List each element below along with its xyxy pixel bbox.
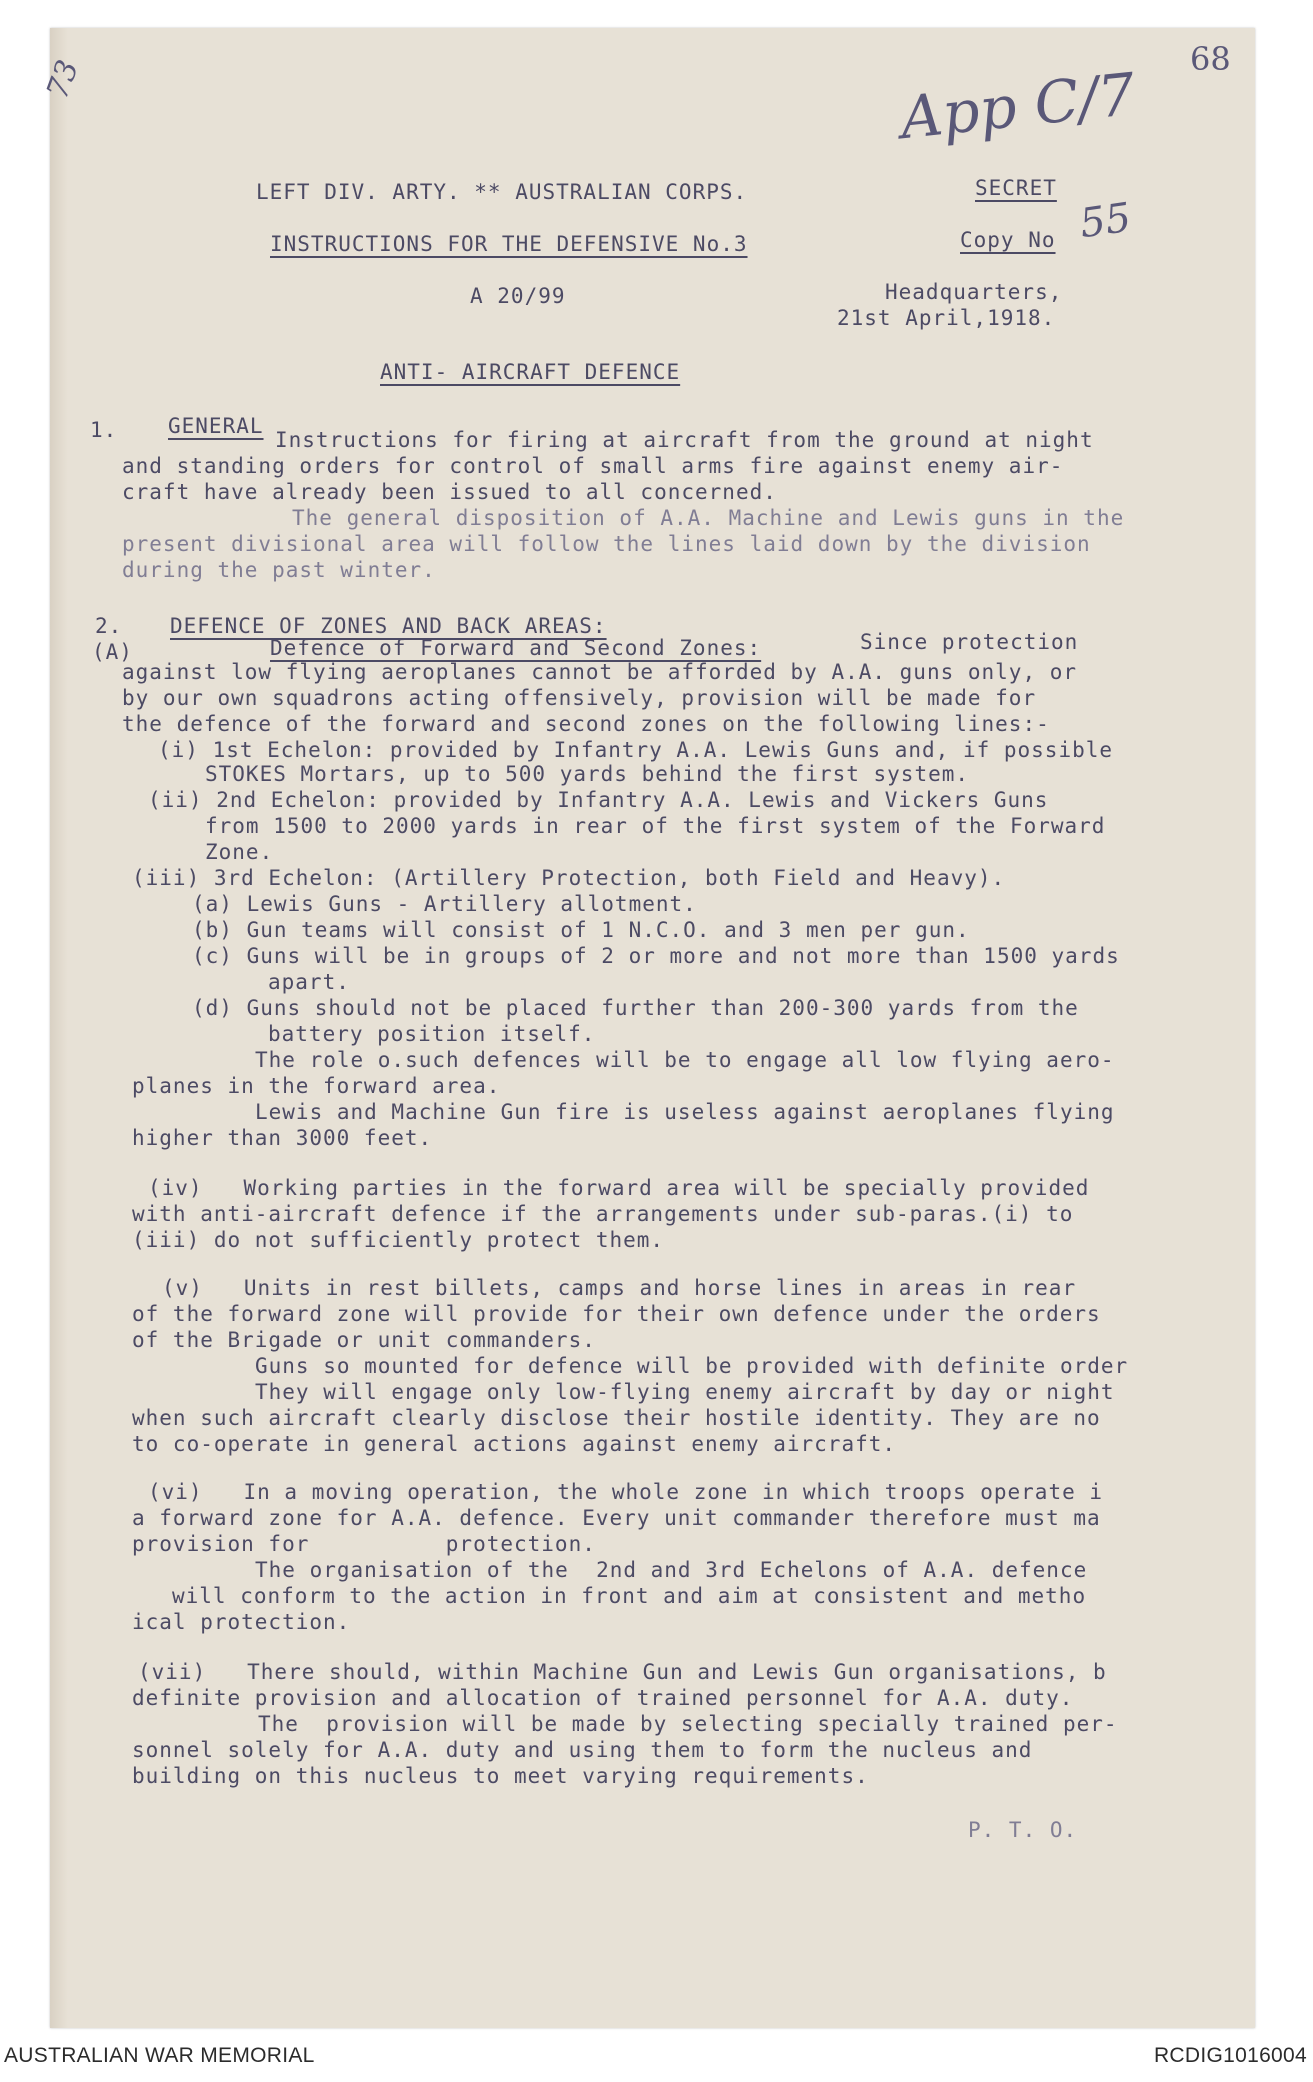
role-line: planes in the forward area. <box>132 1074 501 1098</box>
echelon-3-item: (c) Guns will be in groups of 2 or more and not more than 1500 yards <box>192 944 1120 968</box>
section-1-line: The general disposition of A.A. Machine and Lewis guns in the <box>292 506 1125 530</box>
role-line: The role o.such defences will be to engage all low flying aero- <box>255 1048 1115 1072</box>
para-vi-line: provision for protection. <box>132 1532 596 1556</box>
sub-a-heading: Defence of Forward and Second Zones: <box>270 636 762 660</box>
para-vii-line: sonnel solely for A.A. duty and using them to form the nucleus and <box>132 1738 1033 1762</box>
para-v-line: They will engage only low-flying enemy aircraft by day or night <box>255 1380 1115 1404</box>
para-v-line: Guns so mounted for defence will be provided with definite order <box>255 1354 1129 1378</box>
echelon-3-item: (a) Lewis Guns - Artillery allotment. <box>192 892 697 916</box>
para-v-line: to co-operate in general actions against enemy aircraft. <box>132 1432 897 1456</box>
role-line: Lewis and Machine Gun fire is useless against aeroplanes flying <box>255 1100 1115 1124</box>
hq-location: Headquarters, <box>885 280 1063 304</box>
classification: SECRET <box>975 176 1057 200</box>
unit-heading: LEFT DIV. ARTY. ** AUSTRALIAN CORPS. <box>256 180 748 204</box>
section-2-number: 2. <box>95 614 123 638</box>
echelon-3-item: (d) Guns should not be placed further than 200-300 yards from the <box>192 996 1079 1020</box>
echelon-2: Zone. <box>205 840 274 864</box>
echelon-1: (i) 1st Echelon: provided by Infantry A.A. Lewis Guns and, if possible <box>158 738 1114 762</box>
echelon-3: (iii) 3rd Echelon: (Artillery Protection, both Field and Heavy). <box>132 866 1006 890</box>
sub-a-line: the defence of the forward and second zones on the following lines:- <box>122 712 1050 736</box>
para-vi-line: a forward zone for A.A. defence. Every unit commander therefore must ma <box>132 1506 1101 1530</box>
sub-a-line: by our own squadrons acting offensively, provision will be made for <box>122 686 1037 710</box>
echelon-2: from 1500 to 2000 yards in rear of the first system of the Forward <box>205 814 1106 838</box>
sub-a-line: Since protection <box>860 630 1079 654</box>
section-1-line: and standing orders for control of small arms fire against enemy air- <box>122 454 1064 478</box>
para-vi-line: The organisation of the 2nd and 3rd Echelons of A.A. defence <box>255 1558 1088 1582</box>
section-1-number: 1. <box>90 418 118 442</box>
sub-a-label: (A) <box>92 640 133 664</box>
para-vii-line: (vii) There should, within Machine Gun and Lewis Gun organisations, b <box>138 1660 1107 1684</box>
echelon-1: STOKES Mortars, up to 500 yards behind the first system. <box>205 762 970 786</box>
section-1-line: craft have already been issued to all concerned. <box>122 480 777 504</box>
para-vii-line: building on this nucleus to meet varying requirements. <box>132 1764 869 1788</box>
footer-record-id: RCDIG1016004 <box>1153 2044 1307 2067</box>
please-turn-over: P. T. O. <box>968 1818 1078 1842</box>
section-1-line: present divisional area will follow the lines laid down by the division <box>122 532 1091 556</box>
para-v-line: when such aircraft clearly disclose their hostile identity. They are no <box>132 1406 1101 1430</box>
sub-a-line: against low flying aeroplanes cannot be afforded by A.A. guns only, or <box>122 660 1078 684</box>
appendix-reference: App C/7 <box>897 59 1139 153</box>
instructions-title: INSTRUCTIONS FOR THE DEFENSIVE No.3 <box>270 232 748 256</box>
page-edge <box>50 28 68 2028</box>
para-vii-line: definite provision and allocation of trained personnel for A.A. duty. <box>132 1686 1074 1710</box>
para-v-line: (v) Units in rest billets, camps and horse lines in areas in rear <box>162 1276 1077 1300</box>
echelon-2: (ii) 2nd Echelon: provided by Infantry A.A. Lewis and Vickers Guns <box>148 788 1049 812</box>
para-vi-line: will conform to the action in front and aim at consistent and metho <box>172 1584 1087 1608</box>
section-1-line: during the past winter. <box>122 558 436 582</box>
role-line: higher than 3000 feet. <box>132 1126 433 1150</box>
para-iv-line: (iii) do not sufficiently protect them. <box>132 1228 665 1252</box>
section-2-heading: DEFENCE OF ZONES AND BACK AREAS: <box>170 614 607 638</box>
footer-source: AUSTRALIAN WAR MEMORIAL <box>4 2044 315 2067</box>
para-iv-line: with anti-aircraft defence if the arrangements under sub-paras.(i) to <box>132 1202 1074 1226</box>
para-v-line: of the Brigade or unit commanders. <box>132 1328 596 1352</box>
para-vi-line: (vi) In a moving operation, the whole zone in which troops operate i <box>148 1480 1104 1504</box>
section-1-line: Instructions for firing at aircraft from the ground at night <box>275 428 1094 452</box>
para-vi-line: ical protection. <box>132 1610 351 1634</box>
folio-number: 68 <box>1190 40 1231 78</box>
copy-label: Copy No <box>960 228 1056 252</box>
echelon-3-item: battery position itself. <box>268 1022 596 1046</box>
subject-title: ANTI- AIRCRAFT DEFENCE <box>380 360 681 384</box>
para-iv-line: (iv) Working parties in the forward area will be specially provided <box>148 1176 1090 1200</box>
section-1-heading: GENERAL <box>168 414 264 438</box>
para-v-line: of the forward zone will provide for their own defence under the orders <box>132 1302 1101 1326</box>
copy-number-handwritten: 55 <box>1077 194 1134 248</box>
document-date: 21st April,1918. <box>837 306 1056 330</box>
para-vii-line: The provision will be made by selecting specially trained per- <box>258 1712 1118 1736</box>
corner-annotation: 73 <box>40 55 87 104</box>
echelon-3-item: (b) Gun teams will consist of 1 N.C.O. and 3 men per gun. <box>192 918 970 942</box>
echelon-3-item: apart. <box>268 970 350 994</box>
reference-number: A 20/99 <box>470 284 566 308</box>
